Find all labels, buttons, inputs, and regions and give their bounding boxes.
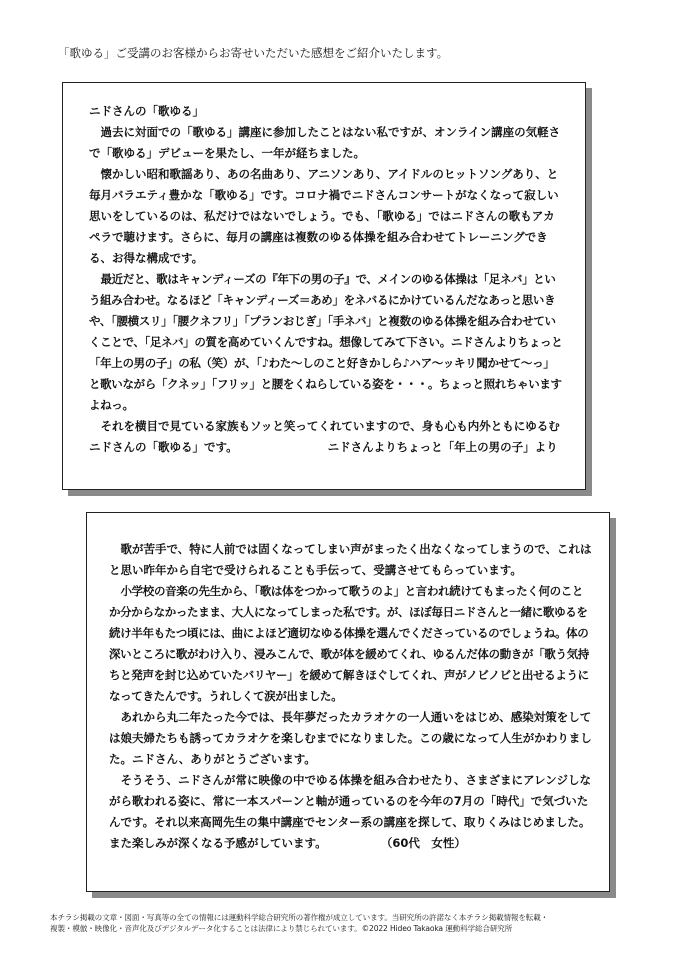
intro-text: 「歌ゆる」ご受講のお客様からお寄せいただいた感想をご紹介いたします。 [58, 46, 449, 60]
review-1-paragraph-3: 最近だと、歌はキャンディーズの『年下の男の子』で、メインのゆる体操は「足ネバ」という組み合わせ。なるほど「キャンディーズ＝あめ」をネバるにかけているんだなあっと思いきや、「腰横スリ」「腰クネフリ」「プランおじぎ」「手ネバ」と複数のゆる体操を組み合わせていくことで、「足ネバ」の質を高めていくんですね。想像してみて下さい。ニドさんよりちょっと「年上の男の子」の私（笑）が、「♪わた～しのこと好きかしら♪ハア～ッキリ聞かせて～っ」と歌いながら「クネッ」「フリッ」と腰をくねらしている姿を・・・。ちょっと照れちゃいますよねっ。 [89, 272, 563, 412]
review-1-paragraph-2: 懐かしい昭和歌謡あり、あの名曲あり、アニソンあり、アイドルのヒットソングあり、と毎月バラエティ豊かな「歌ゆる」です。コロナ禍でニドさんコンサートがなくなって寂しい思いをしているのは、私だけではないでしょう。でも、「歌ゆる」ではニドさんの歌もアカペラで聴けます。さらに、毎月の講座は複数のゆる体操を組み合わせてトレーニングできる、お得な構成です。 [89, 167, 559, 265]
footer-line-2: 複製・模倣・映像化・音声化及びデジタルデータ化することは法律により禁じられています。©2022 Hideo Takaoka 運動科学総合研究所 [50, 924, 513, 933]
review-1-title: ニドさんの「歌ゆる」 [89, 104, 204, 118]
review-box-2 [86, 512, 610, 892]
review-box-1 [62, 82, 586, 490]
review-2-paragraph-4-text: そうそう、ニドさんが常に映像の中でゆる体操を組み合わせたり、さまざまにアレンジしながら歌われる姿に、常に一本スパーンと軸が通っているのを今年の7月の「時代」で気づいたんです。それ以来高岡先生の集中講座でセンター系の講座を探して、取りくみはじめました。また楽しみが深くなる予感がしています。 [109, 773, 591, 850]
review-2-paragraph-4 [109, 770, 593, 854]
review-2-signature: （60代 女性） [386, 836, 466, 850]
review-2-paragraph-2: 小学校の音楽の先生から、「歌は体をつかって歌うのよ」と言われ続けてもまったく何のことか分からなかったまま、大人になってしまった私です。が、ほぼ毎日ニドさんと一緒に歌ゆるを続け半年もたつ頃には、曲によほど適切なゆる体操を選んでくださっているのでしょうね。体の深いところに歌がわけ入り、浸みこんで、歌が体を緩めてくれ、ゆるんだ体の動きが「歌う気持ちと発声を封じ込めていたバリヤー」を緩めて解きほぐしてくれ、声がノビノビと出せるようになってきたんです。うれしくて涙が出ました。 [109, 584, 589, 703]
review-1-paragraph-4-text: それを横目で見ている家族もソッと笑ってくれていますので、身も心も内外ともにゆるむニドさんの「歌ゆる」です。 [89, 419, 560, 454]
footer-line-1: 本チラシ掲載の文章・図面・写真等の全ての情報には運動科学総合研究所の著作権が成立しています。当研究所の許諾なく本チラシ掲載情報を転載・ [50, 913, 549, 922]
review-2-paragraph-3: あれから丸二年たった今では、長年夢だったカラオケの一人通いをはじめ、感染対策をしては娘夫婦たちも誘ってカラオケを楽しむまでになりました。この歳になって人生がかわりました。ニドさん、ありがとうございます。 [109, 710, 592, 766]
review-1-paragraph-1: 過去に対面での「歌ゆる」講座に参加したことはない私ですが、オンライン講座の気軽さで「歌ゆる」デビューを果たし、一年が経ちました。 [89, 125, 561, 160]
copyright-footer [50, 912, 650, 934]
review-1-paragraph-4 [89, 416, 563, 458]
review-2-paragraph-1: 歌が苦手で、特に人前では固くなってしまい声がまったく出なくなってしまうので、これはと思い昨年から自宅で受けられることも手伝って、受講させてもらっています。 [109, 542, 592, 577]
review-1-signature: ニドさんよりちょっと「年上の男の子」より [327, 440, 558, 454]
